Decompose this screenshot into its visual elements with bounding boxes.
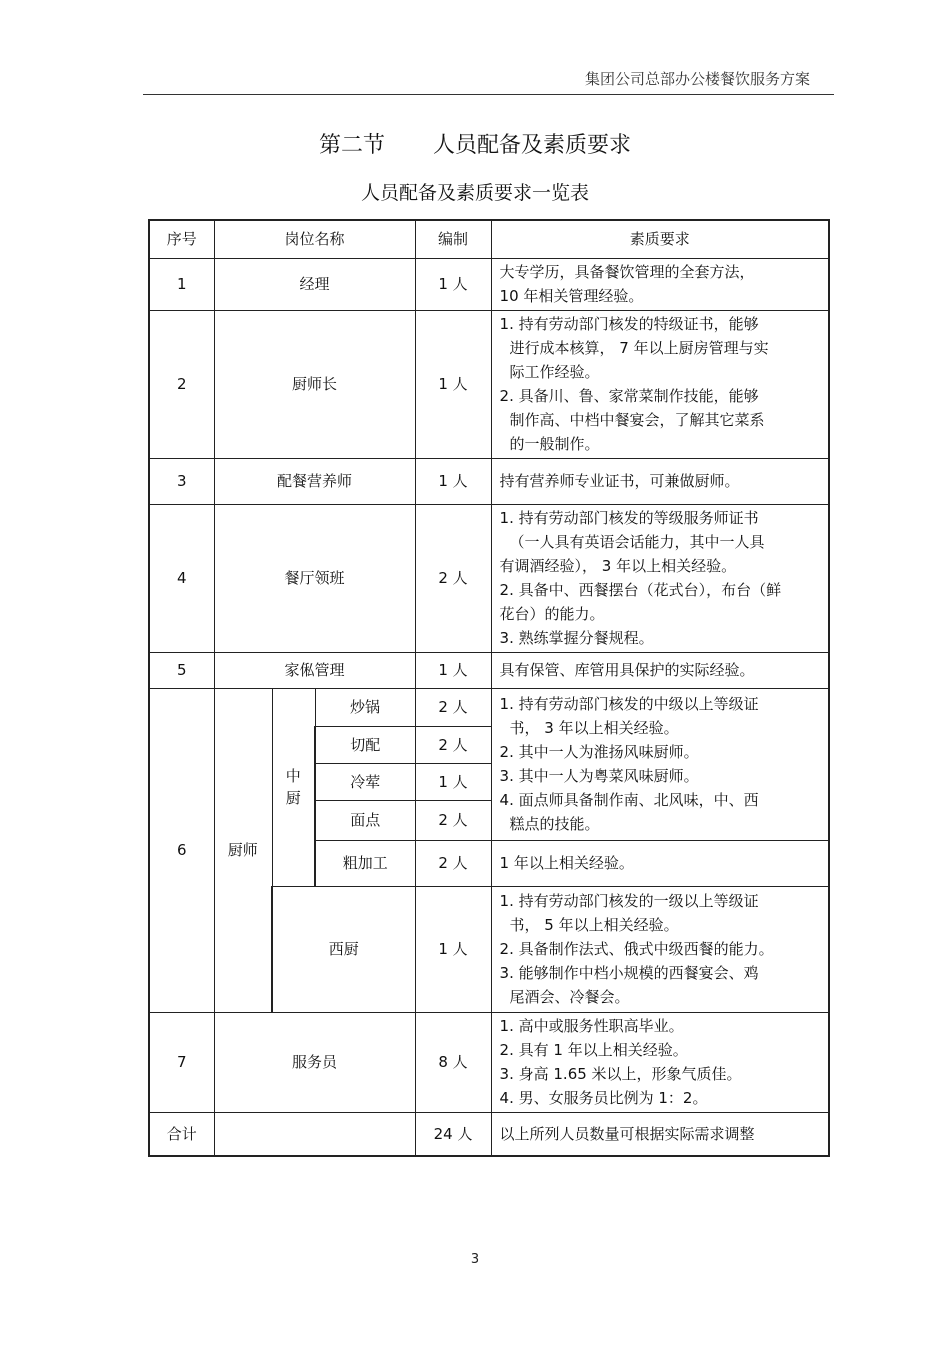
row-req [491, 652, 829, 688]
row-position: 经理 [214, 258, 415, 310]
row-no: 5 [149, 652, 214, 688]
row-staff: 2 人 [415, 840, 491, 886]
row-no: 1 [149, 258, 214, 310]
table-row [149, 258, 829, 310]
row-req [491, 458, 829, 504]
section-number: 第二节 [318, 133, 385, 158]
staffing-table [148, 219, 830, 1157]
row-staff: 2 人 [415, 726, 491, 763]
row-staff: 1 人 [415, 886, 491, 1012]
req-line: 10 年相关管理经验。 [499, 287, 644, 305]
req-line: 进行成本核算， 7 年以上厨房管理与实 [509, 339, 769, 357]
row-req [491, 840, 829, 886]
total-staff: 24 人 [415, 1112, 491, 1156]
total-label: 合计 [149, 1112, 214, 1156]
row-position: 切配 [315, 726, 415, 763]
req-line: 3. 能够制作中档小规模的西餐宴会、鸡 [499, 964, 759, 982]
row-staff: 1 人 [415, 258, 491, 310]
req-line: 1. 持有劳动部门核发的一级以上等级证 [499, 892, 759, 910]
req-line: 3. 熟练掌握分餐规程。 [499, 629, 654, 647]
vert-char: 厨 [285, 788, 301, 807]
row-staff: 1 人 [415, 652, 491, 688]
row-no: 3 [149, 458, 214, 504]
row-staff: 2 人 [415, 688, 491, 726]
req-line: （一人具有英语会话能力，其中一人具 [509, 533, 765, 551]
total-position [214, 1112, 415, 1156]
req-line: 有调酒经验）， 3 年以上相关经验。 [499, 557, 737, 575]
row-position: 服务员 [214, 1012, 415, 1112]
row-staff: 2 人 [415, 800, 491, 840]
req-line: 书， 3 年以上相关经验。 [509, 719, 679, 737]
total-note: 以上所列人员数量可根据实际需求调整 [491, 1112, 829, 1156]
col-header-no: 序号 [149, 220, 214, 258]
req-line: 2. 具备制作法式、俄式中级西餐的能力。 [499, 940, 774, 958]
chef-group-label: 厨师 [214, 688, 272, 1012]
col-header-staff: 编制 [415, 220, 491, 258]
row-position: 面点 [315, 800, 415, 840]
req-line: 1. 持有劳动部门核发的等级服务师证书 [499, 509, 759, 527]
row-staff: 1 人 [415, 763, 491, 800]
row-position: 炒锅 [315, 688, 415, 726]
req-line: 花台）的能力。 [499, 605, 605, 623]
header-divider [143, 94, 834, 95]
table-title: 人员配备及素质要求一览表 [360, 182, 589, 204]
row-req [491, 886, 829, 1012]
table-row [149, 688, 829, 726]
section-title [0, 128, 950, 159]
chinese-kitchen-label [272, 688, 315, 886]
table-row [149, 310, 829, 458]
header-title: 集团公司总部办公楼餐饮服务方案 [584, 70, 810, 88]
req-line: 2. 其中一人为淮扬风味厨师。 [499, 743, 699, 761]
row-position: 配餐营养师 [214, 458, 415, 504]
req-line: 4. 男、女服务员比例为 1：2。 [499, 1089, 708, 1107]
req-line: 1 年以上相关经验。 [499, 854, 634, 872]
table-row [149, 504, 829, 652]
row-staff: 1 人 [415, 310, 491, 458]
req-line: 2. 具有 1 年以上相关经验。 [499, 1041, 688, 1059]
row-no: 7 [149, 1012, 214, 1112]
req-line: 书， 5 年以上相关经验。 [509, 916, 679, 934]
req-line: 际工作经验。 [509, 363, 600, 381]
req-line: 尾酒会、冷餐会。 [509, 988, 630, 1006]
row-staff: 1 人 [415, 458, 491, 504]
row-position: 粗加工 [315, 840, 415, 886]
req-line: 1. 持有劳动部门核发的中级以上等级证 [499, 695, 759, 713]
col-header-req: 素质要求 [491, 220, 829, 258]
row-no: 2 [149, 310, 214, 458]
row-position: 家俬管理 [214, 652, 415, 688]
row-no: 4 [149, 504, 214, 652]
col-header-position: 岗位名称 [214, 220, 415, 258]
row-req [491, 258, 829, 310]
table-row [149, 652, 829, 688]
table-row [149, 458, 829, 504]
req-line: 3. 其中一人为粤菜风味厨师。 [499, 767, 699, 785]
row-req [491, 504, 829, 652]
req-line: 的一般制作。 [509, 435, 600, 453]
req-line: 2. 具备川、鲁、家常菜制作技能，能够 [499, 387, 759, 405]
section-name: 人员配备及素质要求 [433, 133, 632, 158]
table-row [149, 1012, 829, 1112]
row-req [491, 688, 829, 840]
req-line: 糕点的技能。 [509, 815, 600, 833]
row-position: 厨师长 [214, 310, 415, 458]
vert-char: 中 [285, 766, 301, 785]
req-line: 制作高、中档中餐宴会，了解其它菜系 [509, 411, 765, 429]
req-line: 持有营养师专业证书，可兼做厨师。 [499, 472, 740, 490]
req-line: 2. 具备中、西餐摆台（花式台），布台（鲜 [499, 581, 782, 599]
total-row [149, 1112, 829, 1156]
page-number: 3 [470, 1252, 480, 1267]
req-line: 具有保管、库管用具保护的实际经验。 [499, 661, 755, 679]
row-req [491, 1012, 829, 1112]
row-no: 6 [149, 688, 214, 1012]
row-position: 冷荤 [315, 763, 415, 800]
req-line: 1. 高中或服务性职高毕业。 [499, 1017, 684, 1035]
row-staff: 8 人 [415, 1012, 491, 1112]
row-position: 西厨 [272, 886, 415, 1012]
req-line: 3. 身高 1.65 米以上，形象气质佳。 [499, 1065, 742, 1083]
table-header-row [149, 220, 829, 258]
req-line: 4. 面点师具备制作南、北风味，中、西 [499, 791, 759, 809]
row-position: 餐厅领班 [214, 504, 415, 652]
req-line: 1. 持有劳动部门核发的特级证书，能够 [499, 315, 759, 333]
req-line: 大专学历，具备餐饮管理的全套方法， [499, 263, 755, 281]
row-staff: 2 人 [415, 504, 491, 652]
row-req [491, 310, 829, 458]
